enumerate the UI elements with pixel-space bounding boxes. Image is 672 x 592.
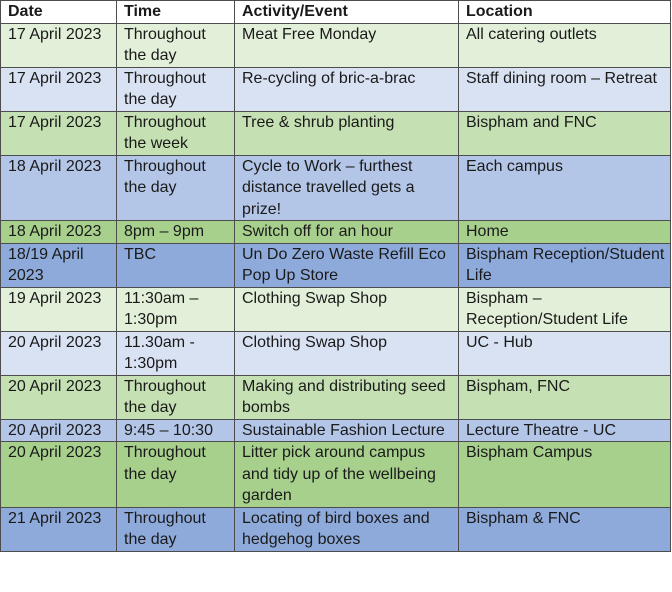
cell-date: 20 April 2023 xyxy=(1,331,117,375)
cell-location: Home xyxy=(459,221,671,244)
header-location: Location xyxy=(459,1,671,24)
cell-location: Bispham, FNC xyxy=(459,375,671,419)
table-row xyxy=(1,287,671,331)
table-row xyxy=(1,507,671,551)
cell-activity: Tree & shrub planting xyxy=(235,111,459,155)
header-time: Time xyxy=(117,1,235,24)
table-row xyxy=(1,221,671,244)
cell-activity: Clothing Swap Shop xyxy=(235,331,459,375)
cell-time: 9:45 – 10:30 xyxy=(117,419,235,442)
table-row xyxy=(1,375,671,419)
table-row xyxy=(1,419,671,442)
cell-date: 21 April 2023 xyxy=(1,507,117,551)
cell-location: All catering outlets xyxy=(459,23,671,67)
cell-date: 17 April 2023 xyxy=(1,67,117,111)
cell-location: Bispham – Reception/Student Life xyxy=(459,287,671,331)
cell-activity: Re-cycling of bric-a-brac xyxy=(235,67,459,111)
table-row xyxy=(1,442,671,508)
table-row xyxy=(1,331,671,375)
cell-location: Staff dining room – Retreat xyxy=(459,67,671,111)
cell-time: TBC xyxy=(117,243,235,287)
table-row xyxy=(1,155,671,221)
cell-date: 17 April 2023 xyxy=(1,111,117,155)
cell-time: Throughout the day xyxy=(117,23,235,67)
cell-activity: Sustainable Fashion Lecture xyxy=(235,419,459,442)
cell-time: Throughout the week xyxy=(117,111,235,155)
cell-date: 18 April 2023 xyxy=(1,221,117,244)
cell-date: 20 April 2023 xyxy=(1,375,117,419)
table-row xyxy=(1,23,671,67)
cell-location: Bispham Campus xyxy=(459,442,671,508)
cell-time: 11.30am - 1:30pm xyxy=(117,331,235,375)
table-row xyxy=(1,111,671,155)
cell-time: Throughout the day xyxy=(117,155,235,221)
header-row xyxy=(1,1,671,24)
cell-time: 8pm – 9pm xyxy=(117,221,235,244)
cell-time: 11:30am – 1:30pm xyxy=(117,287,235,331)
table-row xyxy=(1,67,671,111)
cell-date: 20 April 2023 xyxy=(1,442,117,508)
cell-date: 20 April 2023 xyxy=(1,419,117,442)
cell-time: Throughout the day xyxy=(117,67,235,111)
cell-date: 18/19 April 2023 xyxy=(1,243,117,287)
header-activity: Activity/Event xyxy=(235,1,459,24)
cell-activity: Litter pick around campus and tidy up of the wellbeing garden xyxy=(235,442,459,508)
cell-date: 18 April 2023 xyxy=(1,155,117,221)
cell-activity: Switch off for an hour xyxy=(235,221,459,244)
cell-time: Throughout the day xyxy=(117,375,235,419)
cell-location: Bispham Reception/Student Life xyxy=(459,243,671,287)
cell-time: Throughout the day xyxy=(117,442,235,508)
cell-date: 17 April 2023 xyxy=(1,23,117,67)
cell-activity: Cycle to Work – furthest distance travelled gets a prize! xyxy=(235,155,459,221)
cell-location: Bispham and FNC xyxy=(459,111,671,155)
cell-location: UC - Hub xyxy=(459,331,671,375)
cell-activity: Locating of bird boxes and hedgehog boxes xyxy=(235,507,459,551)
cell-location: Lecture Theatre - UC xyxy=(459,419,671,442)
cell-activity: Un Do Zero Waste Refill Eco Pop Up Store xyxy=(235,243,459,287)
cell-activity: Clothing Swap Shop xyxy=(235,287,459,331)
table-row xyxy=(1,243,671,287)
cell-location: Bispham & FNC xyxy=(459,507,671,551)
cell-location: Each campus xyxy=(459,155,671,221)
cell-activity: Meat Free Monday xyxy=(235,23,459,67)
cell-activity: Making and distributing seed bombs xyxy=(235,375,459,419)
cell-date: 19 April 2023 xyxy=(1,287,117,331)
header-date: Date xyxy=(1,1,117,24)
cell-time: Throughout the day xyxy=(117,507,235,551)
